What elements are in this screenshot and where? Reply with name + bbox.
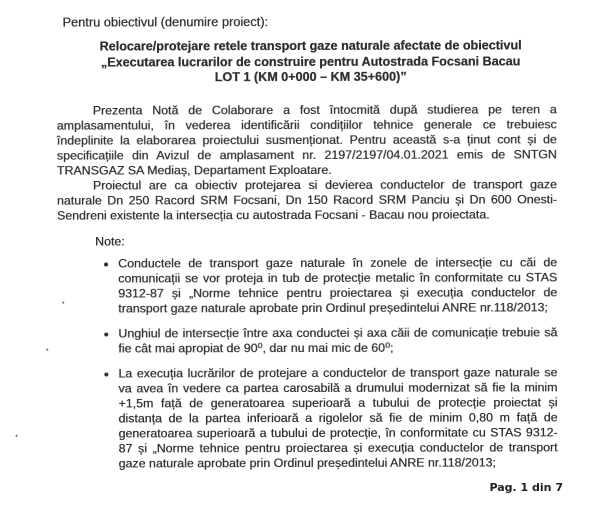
- note-item-intersection-angle: • Unghiul de intersecție între axa conductei și axa căii de comunicație trebuie să fie cât mai apropiat de 90⁰, dar nu mai mic de 60⁰;: [118, 325, 557, 356]
- body-text: [57, 102, 558, 471]
- scan-artifact: [46, 349, 48, 351]
- project-heading: [0, 38, 610, 86]
- paragraph-project-objective: Proiectul are ca obiectiv protejarea si devierea conductelor de transport gaze naturale Dn 250 Racord SRM Focsani, Dn 150 Racord SRM Panciu și Dn 600 Onesti-Sendreni existente la intersecția cu autostrada Focsani - Bacau nou proiectata.: [56, 176, 557, 223]
- intro-label: Pentru obiectivul (denumire proiect):: [62, 14, 269, 30]
- page-footer: [489, 481, 563, 494]
- notes-label: Note:: [94, 233, 125, 249]
- heading-line-1: Relocare/protejare retele transport gaze naturale afectate de obiectivul: [99, 38, 522, 54]
- heading-line-2: „Executarea lucrarilor de construire pentru Autostrada Focsani Bacau: [100, 53, 521, 70]
- scan-artifact: [62, 302, 64, 304]
- notes-list: [57, 255, 558, 471]
- note-item-execution-depths: • La execuția lucrărilor de protejare a conductelor de transport gaze naturale se va avea în vedere ca partea carosabilă a drumului modernizat să fie la minim +1,5m față de generatoarea superioară a tubului de protecție proiectat și distanța de la partea inferioară a rigolelor să fie de minim 0,80 m față de generatoarea superioară a tubului de protecție, în conformitate cu STAS 9312-87 și „Norme tehnice pentru proiectarea și execuția conductelor de transport gaze naturale aprobate prin Ordinul președintelui ANRE nr.118/2013;: [118, 365, 557, 471]
- page-number: Pag. 1 din 7: [489, 481, 563, 494]
- heading-line-3: LOT 1 (KM 0+000 – KM 35+600)”: [214, 69, 407, 85]
- scan-artifact: [16, 435, 18, 437]
- paragraph-collaboration-note: Prezenta Notă de Colaborare a fost întocmită după studierea pe teren a amplasamentului, în vederea identificării condițiilor tehnice generale ce trebuiesc îndeplinite la elaborarea proiectului susmenționat. Pentru această s-a ținut cont și de specificațiile din Avizul de amplasament nr. 2197/2197/04.01.2021 emis de SNTGN TRANSGAZ SA Mediaș, Departament Exploatare.: [56, 101, 557, 178]
- note-item-protection-tube: • Conductele de transport gaze naturale în zonele de intersecție cu căi de comunicații se vor proteja in tub de protecție metalic în conformitate cu STAS 9312-87 și „Norme tehnice pentru proiectarea și execuția conductelor de transport gaze naturale aprobate prin Ordinul președintelui ANRE nr.118/2013;: [118, 255, 557, 316]
